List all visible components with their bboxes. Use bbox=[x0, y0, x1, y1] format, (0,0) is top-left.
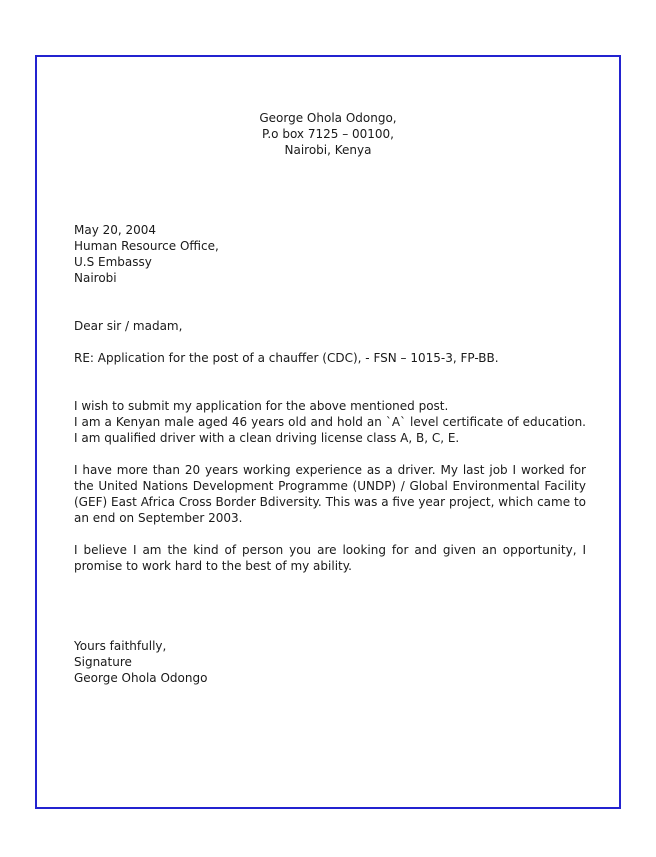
sender-po-box: P.o box 7125 – 00100, bbox=[262, 127, 394, 141]
body-paragraph-1 bbox=[74, 398, 586, 446]
signature-label: Signature bbox=[74, 655, 132, 669]
sender-name: George Ohola Odongo, bbox=[259, 111, 397, 125]
body-paragraph-3: I believe I am the kind of person you are looking for and given an opportunity, I promise to work hard to the best of my ability. bbox=[74, 543, 586, 573]
recipient-city: Nairobi bbox=[74, 271, 117, 285]
letter-date: May 20, 2004 bbox=[74, 223, 157, 237]
sender-city: Nairobi, Kenya bbox=[284, 143, 372, 157]
sender-address bbox=[0, 110, 656, 158]
recipient-office: Human Resource Office, bbox=[74, 239, 219, 253]
body-paragraph-2: I have more than 20 years working experience as a driver. My last job I worked for the United Nations Development Programme (UNDP) / Global Environmental Facility (GEF) East Africa Cross Border Bdiversity. This was a five year project, which came to an end on September 2003. bbox=[74, 463, 586, 525]
recipient-address bbox=[74, 222, 219, 286]
body-paragraph-1-line-1: I wish to submit my application for the above mentioned post. bbox=[74, 399, 449, 413]
valediction: Yours faithfully, bbox=[74, 639, 167, 653]
closing-block bbox=[74, 638, 207, 686]
salutation: Dear sir / madam, bbox=[74, 319, 183, 333]
body-paragraph-1-line-2: I am a Kenyan male aged 46 years old and hold an `A` level certificate of education. I am qualified driver with a clean driving license class A, B, C, E. bbox=[74, 415, 586, 445]
recipient-organization: U.S Embassy bbox=[74, 255, 152, 269]
signer-name: George Ohola Odongo bbox=[74, 671, 208, 685]
subject-line: RE: Application for the post of a chauffer (CDC), - FSN – 1015-3, FP-BB. bbox=[74, 351, 499, 365]
